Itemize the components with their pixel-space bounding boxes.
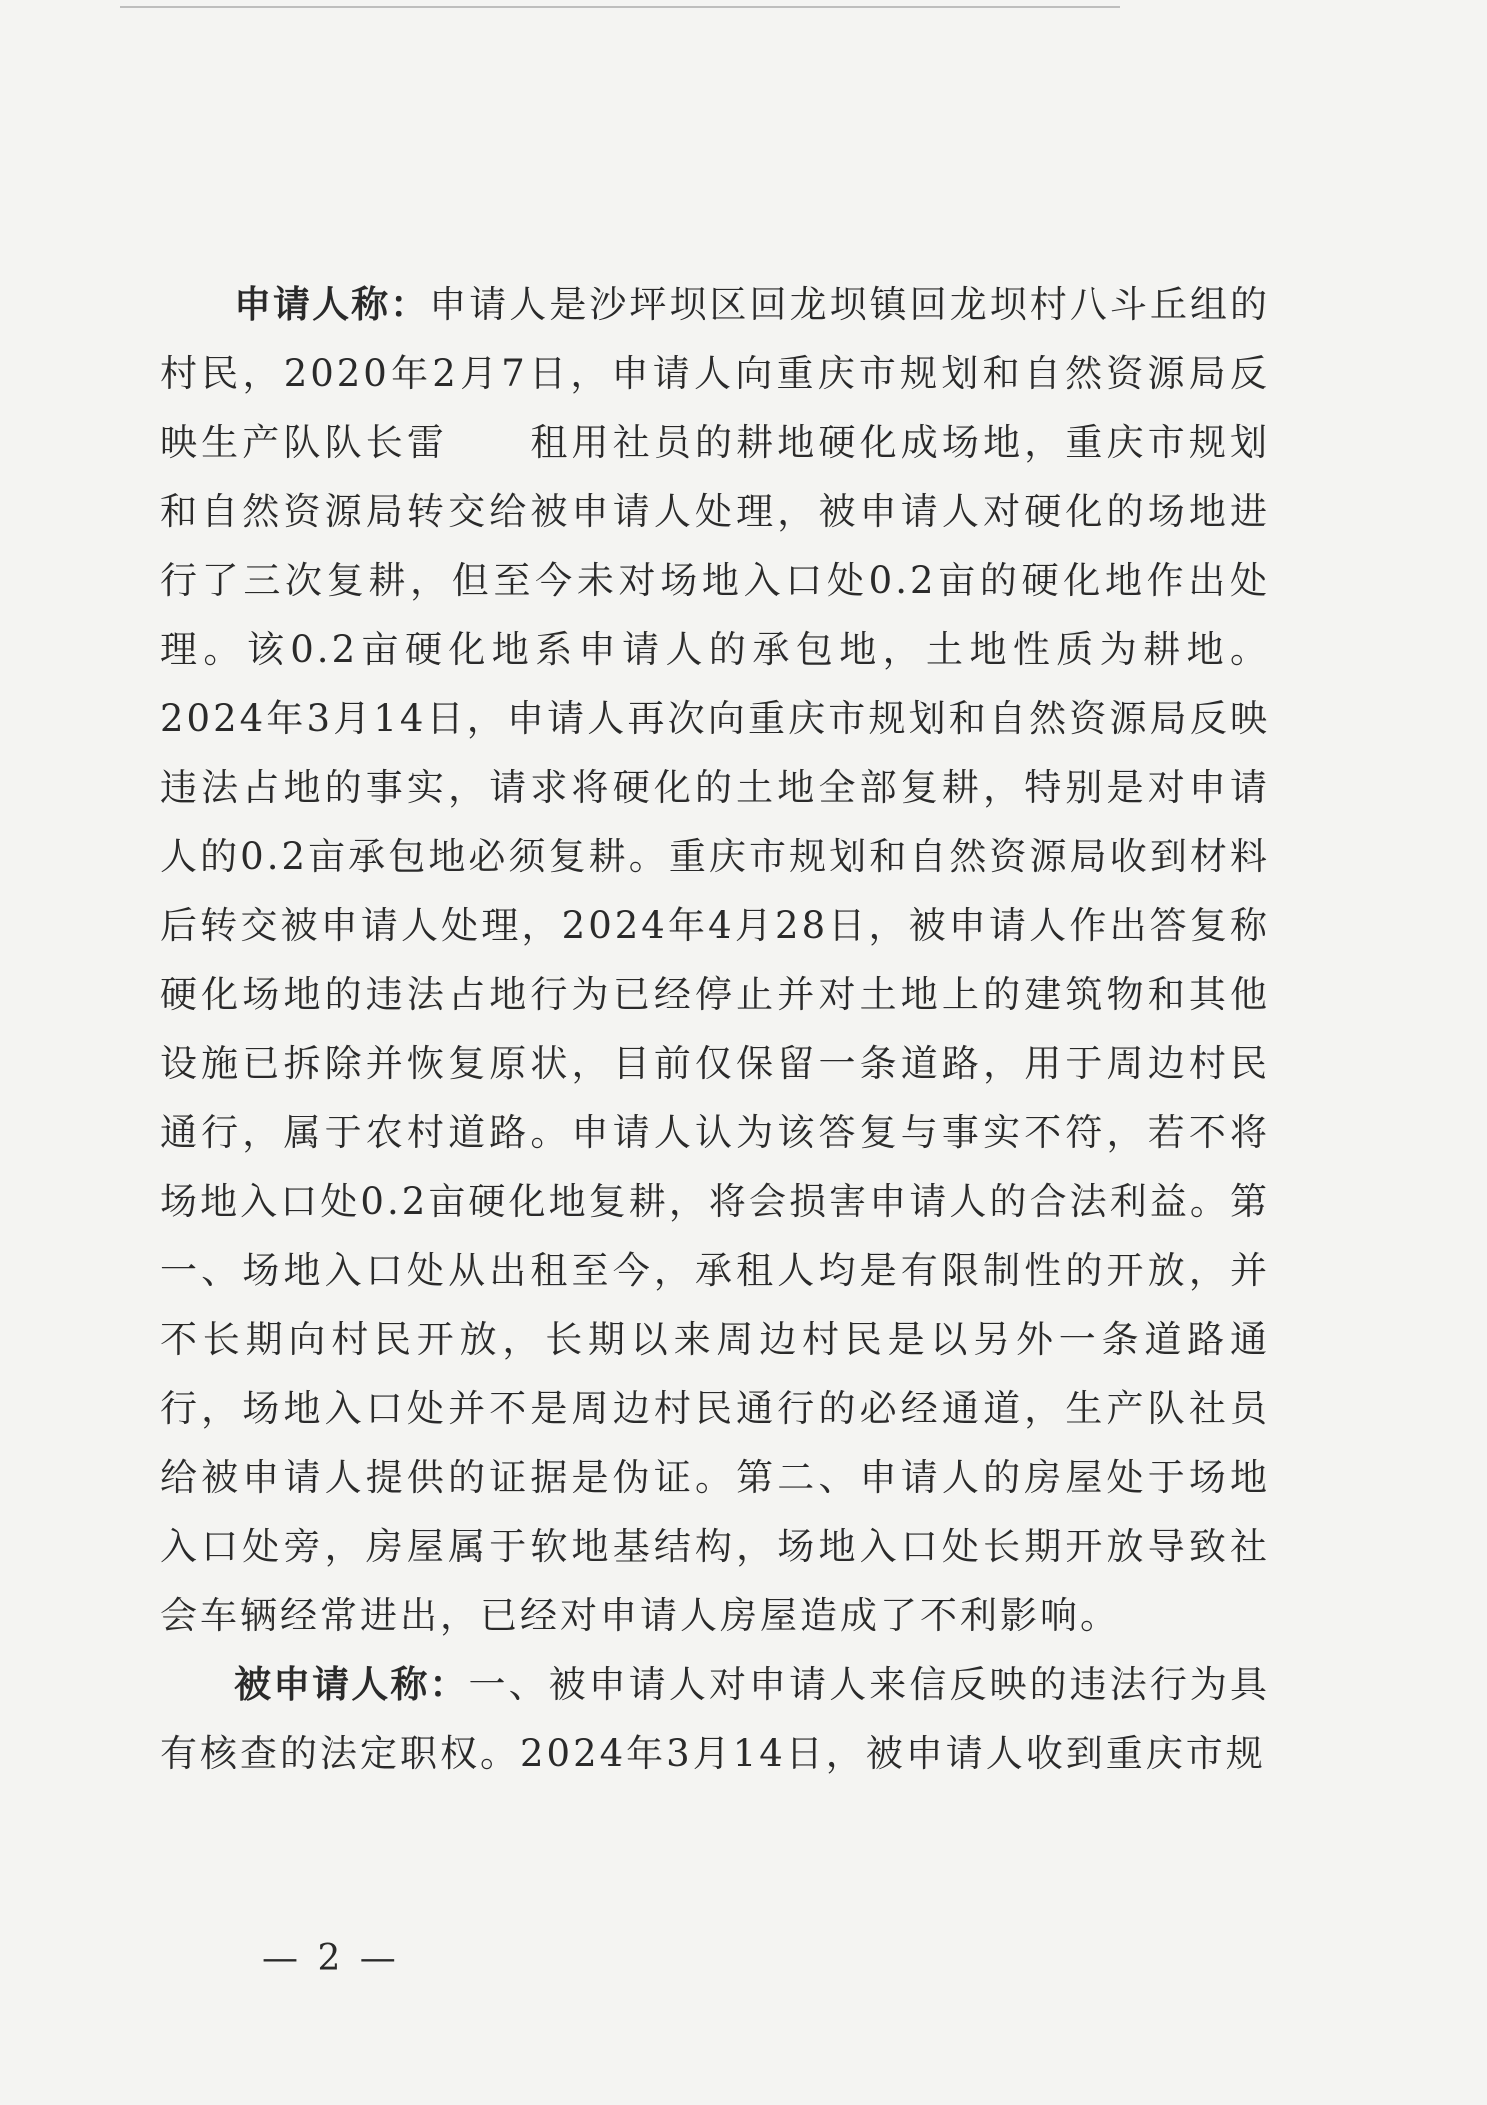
document-body: [160, 270, 1270, 1788]
paragraph-lead-applicant: 申请人称：: [234, 283, 430, 326]
paragraph-applicant-statement: [160, 270, 1270, 1650]
paragraph-lead-respondent: 被申请人称：: [234, 1663, 469, 1706]
paragraph-text-respondent: 一、被申请人对申请人来信反映的违法行为具有核查的法定职权。2024年3月14日，被申请人收到重庆市规: [160, 1663, 1271, 1775]
paragraph-text-applicant: 申请人是沙坪坝区回龙坝镇回龙坝村八斗丘组的村民，2020年2月7日，申请人向重庆市规划和自然资源局反映生产队队长雷 租用社员的耕地硬化成场地，重庆市规划和自然资源局转交给被申请人处理，被申请人对硬化的场地进行了三次复耕，但至今未对场地入口处0.2亩的硬化地作出处理。该0.2亩硬化地系申请人的承包地，土地性质为耕地。2024年3月14日，申请人再次向重庆市规划和自然资源局反映违法占地的事实，请求将硬化的土地全部复耕，特别是对申请人的0.2亩承包地必须复耕。重庆市规划和自然资源局收到材料后转交被申请人处理，2024年4月28日，被申请人作出答复称硬化场地的违法占地行为已经停止并对土地上的建筑物和其他设施已拆除并恢复原状，目前仅保留一条道路，用于周边村民通行，属于农村道路。申请人认为该答复与事实不符，若不将场地入口处0.2亩硬化地复耕，将会损害申请人的合法利益。第一、场地入口处从出租至今，承租人均是有限制性的开放，并不长期向村民开放，长期以来周边村民是以另外一条道路通行，场地入口处并不是周边村民通行的必经通道，生产队社员给被申请人提供的证据是伪证。第二、申请人的房屋处于场地入口处旁，房屋属于软地基结构，场地入口处长期开放导致社会车辆经常进出，已经对申请人房屋造成了不利影响。: [160, 283, 1271, 1637]
top-edge-rule: [120, 6, 1120, 8]
page-number: — 2 —: [262, 1938, 400, 1979]
paragraph-respondent-statement: [160, 1650, 1270, 1788]
